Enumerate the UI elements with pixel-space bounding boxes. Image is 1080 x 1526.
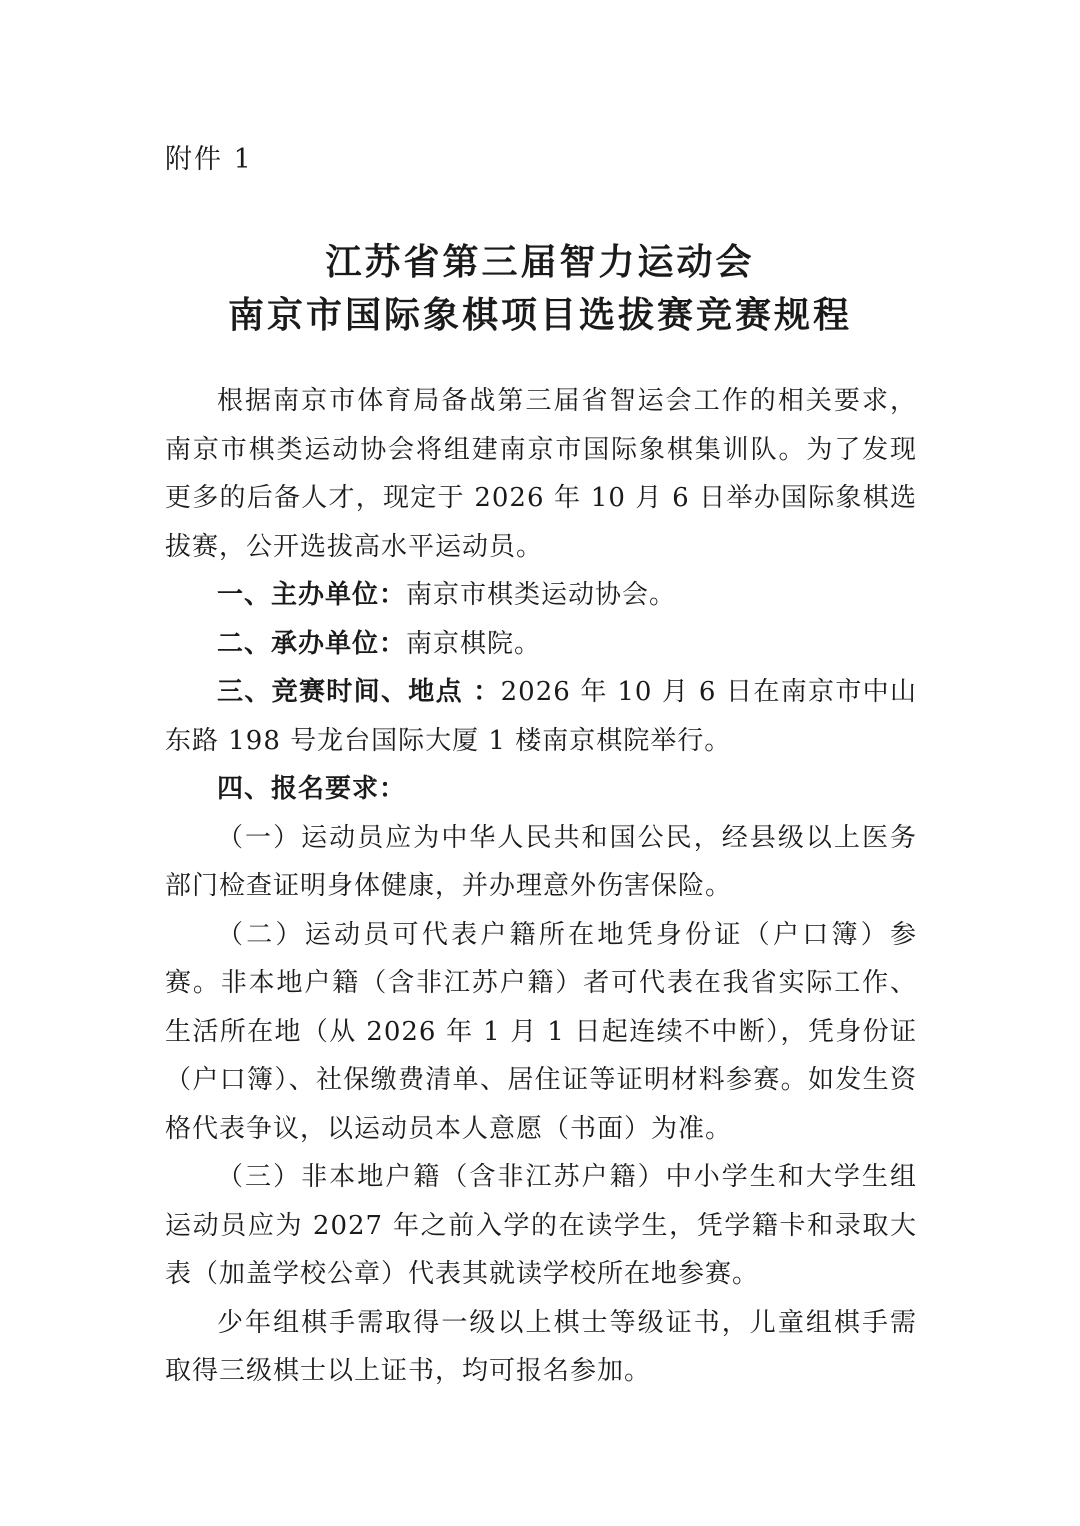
section-time-place-text: 2026 年 10 月 6 日在南京市中山东路 198 号龙台国际大厦 1 楼南京棋院举行。 [165, 677, 917, 756]
registration-item-1: （一）运动员应为中华人民共和国公民，经县级以上医务部门检查证明身体健康，并办理意外伤害保险。 [165, 822, 917, 901]
section-host [165, 620, 917, 669]
section-organizer-text: 南京市棋类运动协会。 [406, 580, 677, 610]
section-host-heading: 二、承办单位： [217, 628, 407, 659]
section-registration-heading: 四、报名要求： [217, 774, 407, 804]
intro-paragraph: 根据南京市体育局备战第三届省智运会工作的相关要求，南京市棋类运动协会将组建南京市国际象棋集训队。为了发现更多的后备人才，现定于 2026 年 10 月 6 日举办国际象棋选拔赛，公开选拔高水平运动员。 [165, 386, 917, 562]
section-organizer [165, 571, 917, 620]
document-title-line1: 江苏省第三届智力运动会 [325, 242, 755, 283]
section-organizer-heading: 一、主办单位： [217, 580, 407, 610]
document-body [165, 377, 917, 1396]
registration-item-3: （三）非本地户籍（含非江苏户籍）中小学生和大学生组运动员应为 2027 年之前入学的在读学生，凭学籍卡和录取大表（加盖学校公章）代表其就读学校所在地参赛。 [165, 1162, 917, 1289]
section-time-place [165, 668, 917, 765]
registration-item-2: （二）运动员可代表户籍所在地凭身份证（户口簿）参赛。非本地户籍（含非江苏户籍）者可代表在我省实际工作、生活所在地（从 2026 年 1 月 1 日起连续不中断），凭身份证（户口簿）、社保缴费清单、居住证等证明材料参赛。如发生资格代表争议，以运动员本人意愿（书面）为准。 [165, 919, 917, 1144]
attachment-label: 附件 1 [165, 144, 253, 175]
closing-paragraph: 少年组棋手需取得一级以上棋士等级证书，儿童组棋手需取得三级棋士以上证书，均可报名参加。 [165, 1307, 917, 1386]
section-registration [165, 765, 917, 814]
section-time-place-heading: 三、竞赛时间、地点 ： [217, 677, 501, 707]
document-title-line2: 南京市国际象棋项目选拔赛竞赛规程 [227, 295, 852, 336]
section-host-text: 南京棋院。 [406, 628, 542, 659]
